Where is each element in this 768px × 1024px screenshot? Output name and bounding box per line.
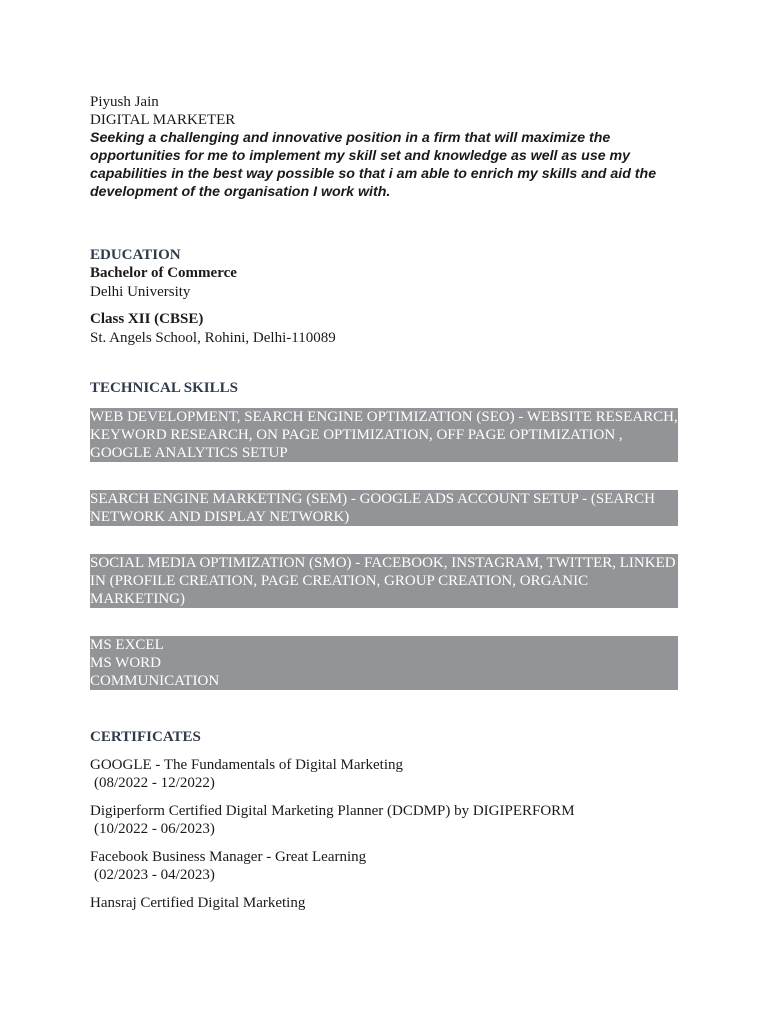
certificate-dates: (08/2022 - 12/2022) [94,775,215,791]
certificate-dates: (10/2022 - 06/2023) [94,821,215,837]
certificates-heading: CERTIFICATES [90,729,201,745]
certificate-name: GOOGLE - The Fundamentals of Digital Marketing [90,757,403,773]
education-heading: EDUCATION [90,247,181,263]
resume-page [90,94,678,912]
skill-item: COMMUNICATION [90,673,220,689]
skill-block-smo: SOCIAL MEDIA OPTIMIZATION (SMO) - FACEBOOK, INSTAGRAM, TWITTER, LINKED IN (PROFILE CREATION, PAGE CREATION, GROUP CREATION, ORGANIC MARKETING) [90,554,678,608]
education-institution: Delhi University [90,284,191,300]
skill-block-seo: WEB DEVELOPMENT, SEARCH ENGINE OPTIMIZATION (SEO) - WEBSITE RESEARCH, KEYWORD RESEARCH, ON PAGE OPTIMIZATION, OFF PAGE OPTIMIZATION , GOOGLE ANALYTICS SETUP [90,409,678,461]
technical-skills-heading: TECHNICAL SKILLS [90,380,238,396]
education-degree: Bachelor of Commerce [90,265,237,281]
job-title: DIGITAL MARKETER [90,111,236,128]
certificate-dates: (02/2023 - 04/2023) [94,867,215,883]
career-objective: Seeking a challenging and innovative position in a firm that will maximize the opportunities for me to implement my skill set and knowledge as well as use my capabilities in the best way possible so that i am able to enrich my skills and aid the development of the organisation I work with. [90,130,657,200]
candidate-name: Piyush Jain [90,94,159,110]
skill-block-sem: SEARCH ENGINE MARKETING (SEM) - GOOGLE ADS ACCOUNT SETUP - (SEARCH NETWORK AND DISPLAY NETWORK) [90,490,678,526]
certificate-name: Facebook Business Manager - Great Learning [90,849,367,865]
skill-item: MS EXCEL [90,637,164,653]
certificate-name: Hansraj Certified Digital Marketing [90,895,306,911]
education-degree: Class XII (CBSE) [90,311,204,327]
skill-block-misc [90,636,678,690]
skill-item: MS WORD [90,655,161,671]
education-institution: St. Angels School, Rohini, Delhi-110089 [90,330,336,346]
certificate-name: Digiperform Certified Digital Marketing Planner (DCDMP) by DIGIPERFORM [90,803,575,819]
